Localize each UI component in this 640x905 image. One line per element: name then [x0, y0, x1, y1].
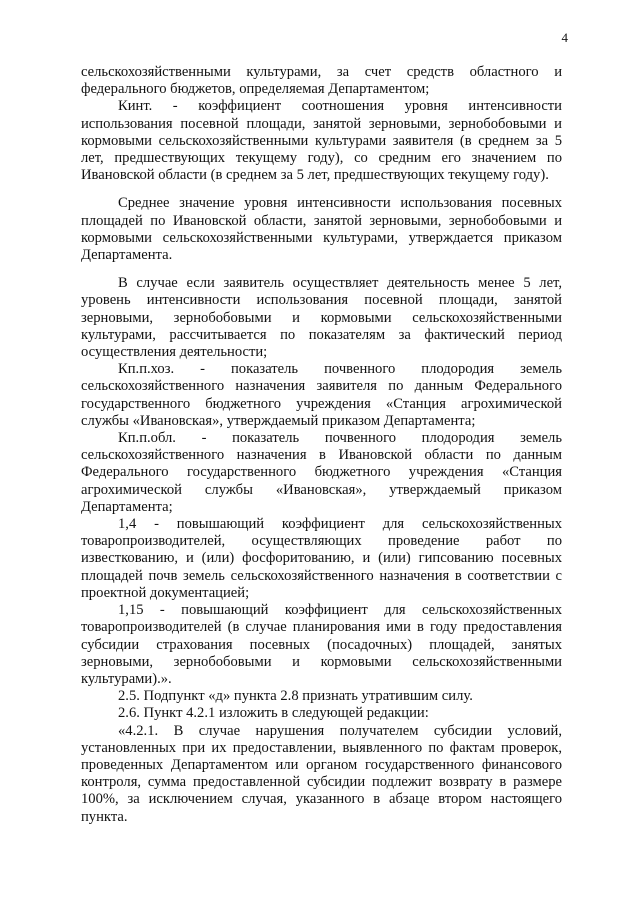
- paragraph: Среднее значение уровня интенсивности использования посевных площадей по Ивановской области, занятой зерновыми, зернобобовыми и кормовыми сельскохозяйственными культурами, утверждается приказом Департамента.: [81, 195, 562, 264]
- paragraph: «4.2.1. В случае нарушения получателем субсидии условий, установленных при их предоставлении, выявленного по фактам проверок, проведенных Департаментом или органом государственного финансового контроля, сумма предоставленной субсидии подлежит возврату в размере 100%, за исключением случая, указанного в абзаце втором настоящего пункта.: [81, 722, 562, 825]
- paragraph: 2.5. Подпункт «д» пункта 2.8 признать утратившим силу.: [118, 688, 473, 705]
- paragraph: 2.6. Пункт 4.2.1 изложить в следующей редакции:: [118, 705, 429, 722]
- paragraph: 1,4 - повышающий коэффициент для сельскохозяйственных товаропроизводителей, осуществляющих проведение работ по известкованию, и (или) фосфоритованию, и (или) гипсованию посевных площадей почв земель сельскохозяйственного назначения в соответствии с проектной документацией;: [81, 516, 562, 601]
- paragraph-spacer: [81, 184, 562, 195]
- paragraph: В случае если заявитель осуществляет деятельность менее 5 лет, уровень интенсивности использования посевной площади, занятой зерновыми, зернобобовыми и кормовыми сельскохозяйственными культурами, рассчитывается по показателям за фактический период осуществления деятельности;: [81, 275, 562, 361]
- paragraph: сельскохозяйственными культурами, за счет средств областного и федерального бюджетов, определяемая Департаментом;: [81, 64, 562, 98]
- paragraph: Кп.п.обл. - показатель почвенного плодородия земель сельскохозяйственного назначения в Ивановской области по данным Федерального государственного бюджетного учреждения «Станция агрохимической службы «Ивановская», утверждаемый приказом Департамента;: [81, 430, 562, 515]
- page-number: 4: [561, 30, 568, 45]
- document-body: [81, 64, 562, 826]
- paragraph: 1,15 - повышающий коэффициент для сельскохозяйственных товаропроизводителей (в случае планирования ими в году предоставления субсидии страхования посевных (посадочных) площадей, занятых зерновыми, зернобобовыми и кормовыми сельскохозяйственными культурами).».: [81, 602, 562, 687]
- paragraph: Кинт. - коэффициент соотношения уровня интенсивности использования посевной площади, занятой зерновыми, зернобобовыми и кормовыми сельскохозяйственными культурами заявителя (в среднем за 5 лет, предшествующих текущему году), со средним его значением по Ивановской области (в среднем за 5 лет, предшествующих текущему году).: [81, 98, 562, 184]
- paragraph-spacer: [81, 264, 562, 275]
- paragraph: Кп.п.хоз. - показатель почвенного плодородия земель сельскохозяйственного назначения заявителя по данным Федерального государственного бюджетного учреждения «Станция агрохимической службы «Ивановская», утверждаемый приказом Департамента;: [81, 361, 562, 429]
